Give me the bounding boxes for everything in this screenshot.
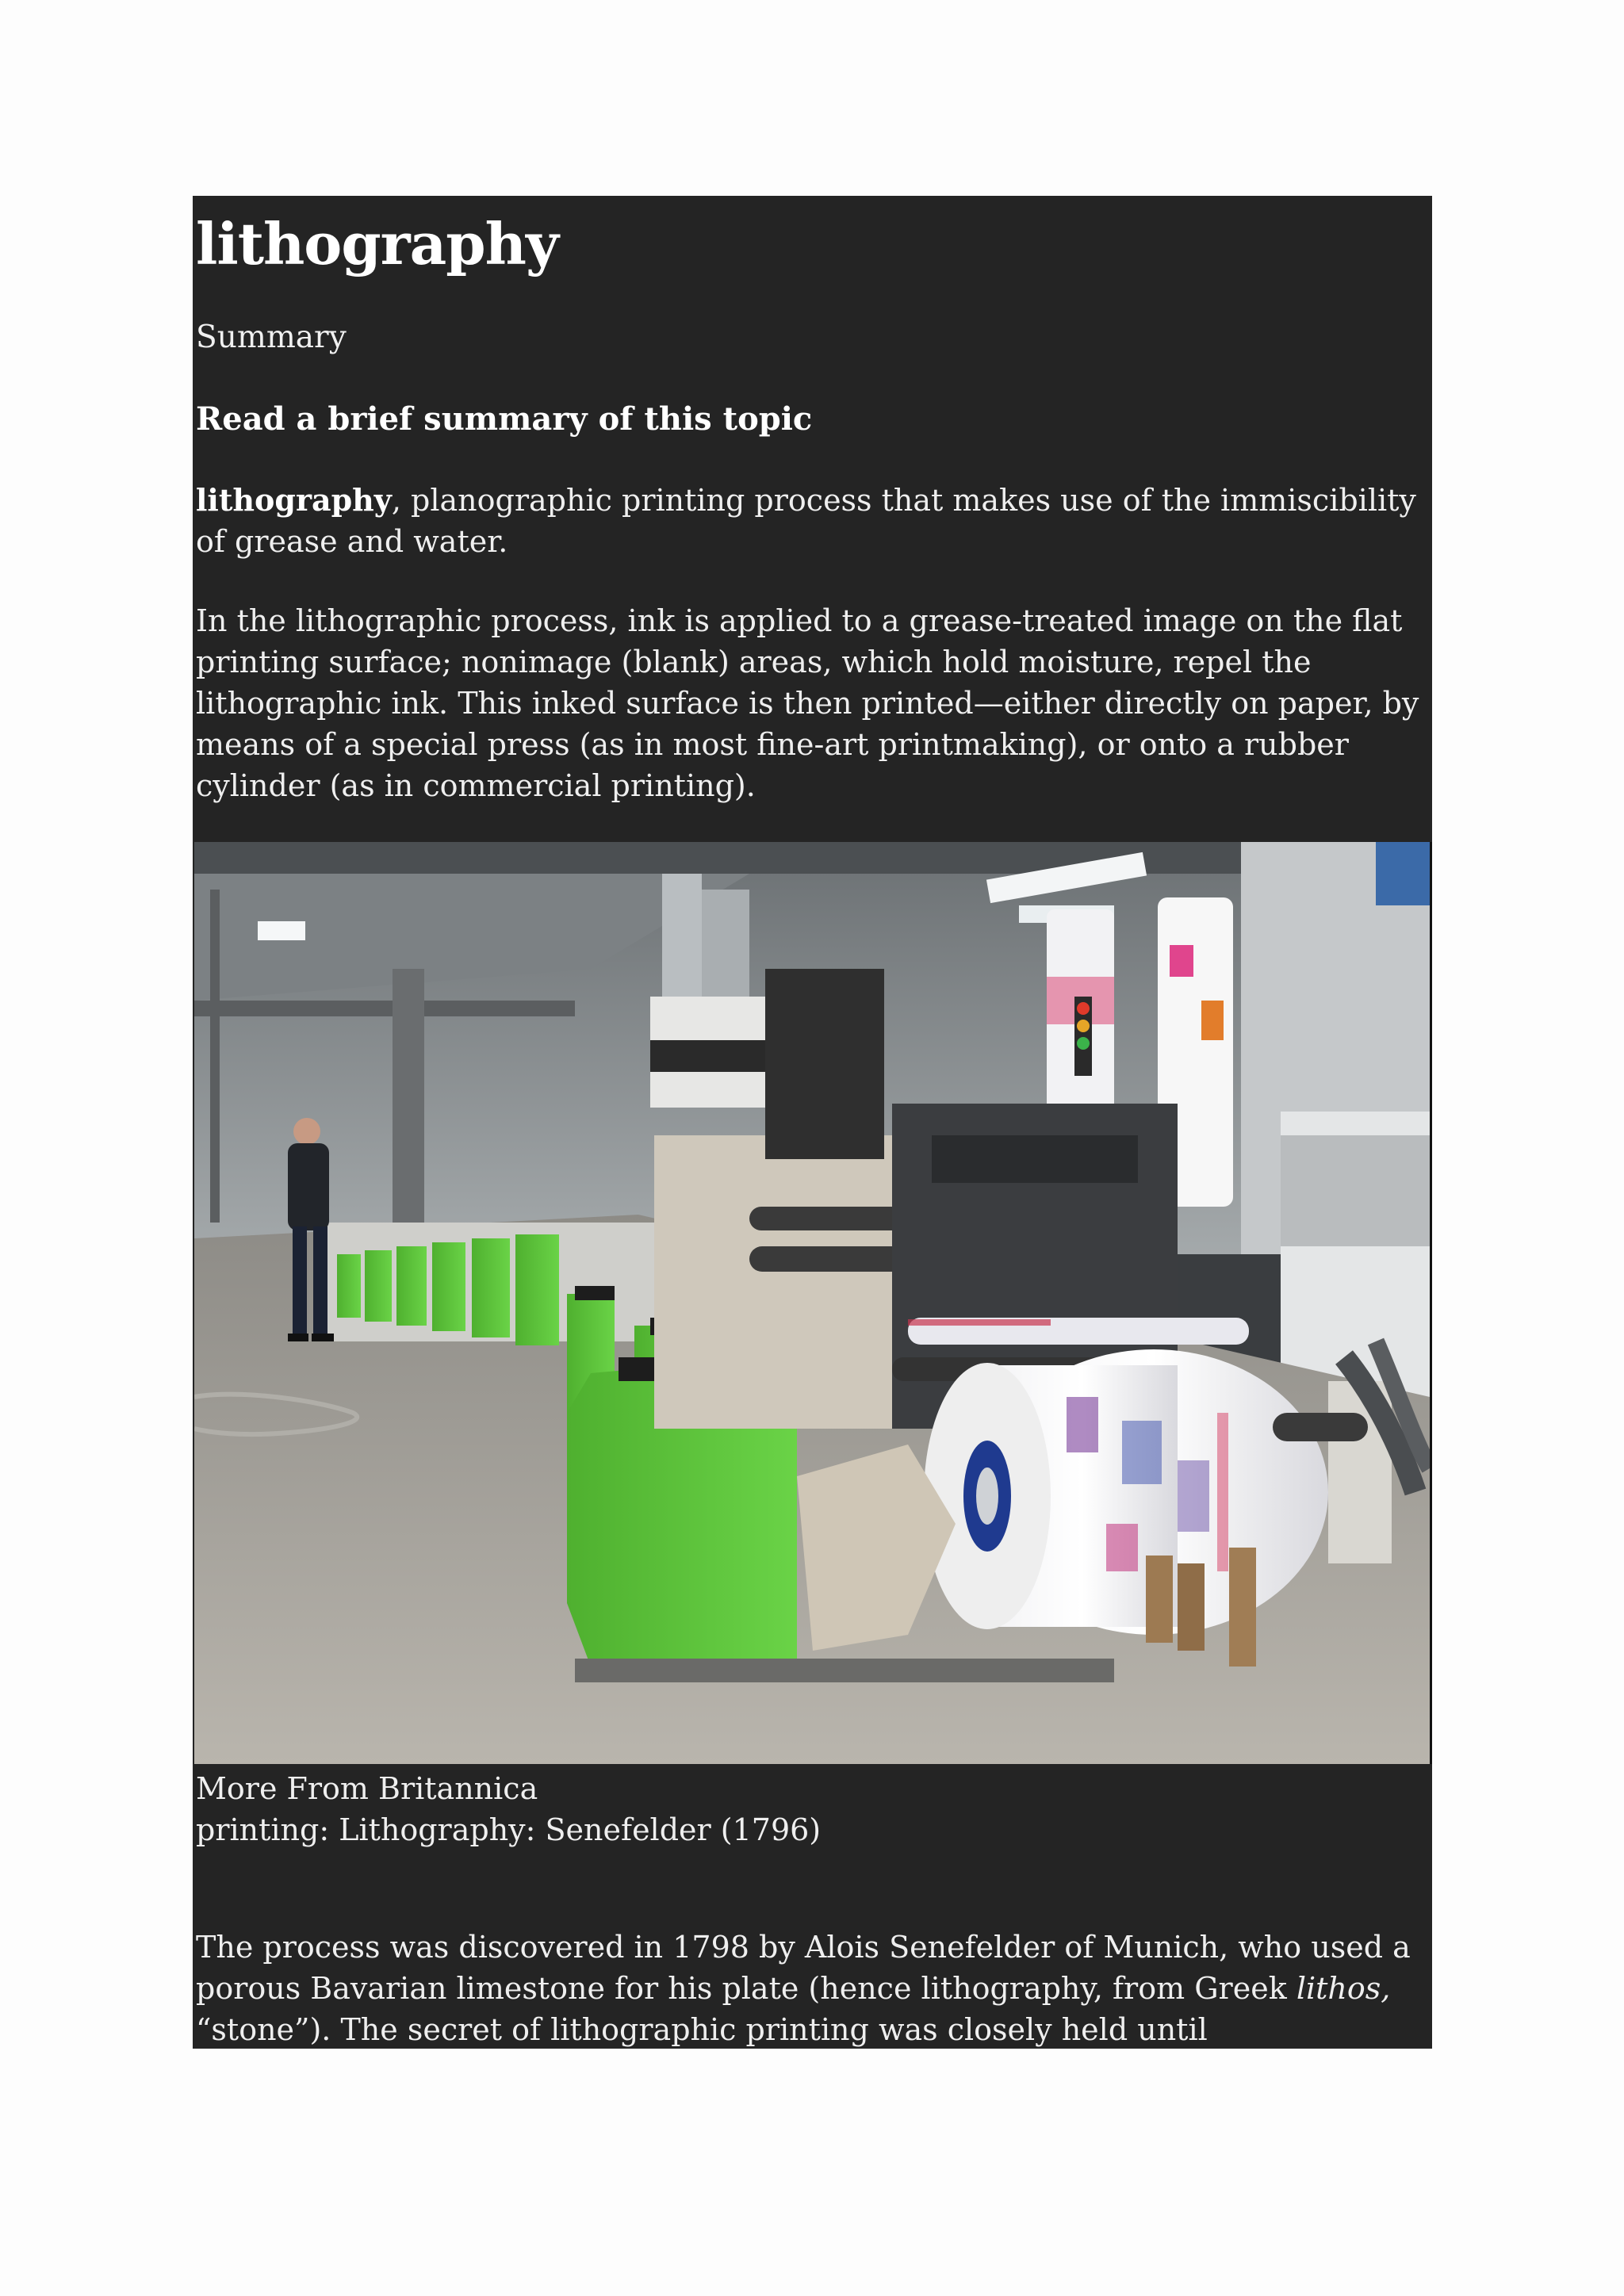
more-from-label: More From Britannica	[196, 1771, 538, 1806]
article-panel	[193, 196, 1432, 2049]
brief-summary-link[interactable]: Read a brief summary of this topic	[196, 400, 813, 438]
printing-press-photo	[194, 842, 1432, 1764]
summary-label: Summary	[196, 320, 347, 355]
intro-paragraph	[196, 480, 1430, 562]
process-paragraph: In the lithographic process, ink is applied to a grease-treated image on the flat printing surface; nonimage (blank) areas, which hold moisture, repel the lithographic ink. This inked surface is then printed—either directly on paper, by means of a special press (as in most fine-art printmaking), or onto a rubber cylinder (as in commercial printing).	[196, 603, 1419, 803]
more-from-link[interactable]: printing: Lithography: Senefelder (1796)	[196, 1812, 822, 1847]
intro-term: lithography	[196, 482, 392, 518]
history-term-lithos: lithos,	[1296, 1971, 1391, 2006]
history-text-a: The process was discovered in 1798 by Alois Senefelder of Munich, who used a porous Bavarian limestone for his plate (hence lithography, from Greek	[196, 1930, 1411, 2006]
history-paragraph	[196, 1927, 1430, 2049]
intro-text: , planographic printing process that makes use of the immiscibility of grease and water.	[196, 483, 1416, 559]
history-text-b: “stone”). The secret of lithographic printing was closely held until	[196, 2012, 1208, 2047]
article-title: lithography	[196, 210, 558, 277]
